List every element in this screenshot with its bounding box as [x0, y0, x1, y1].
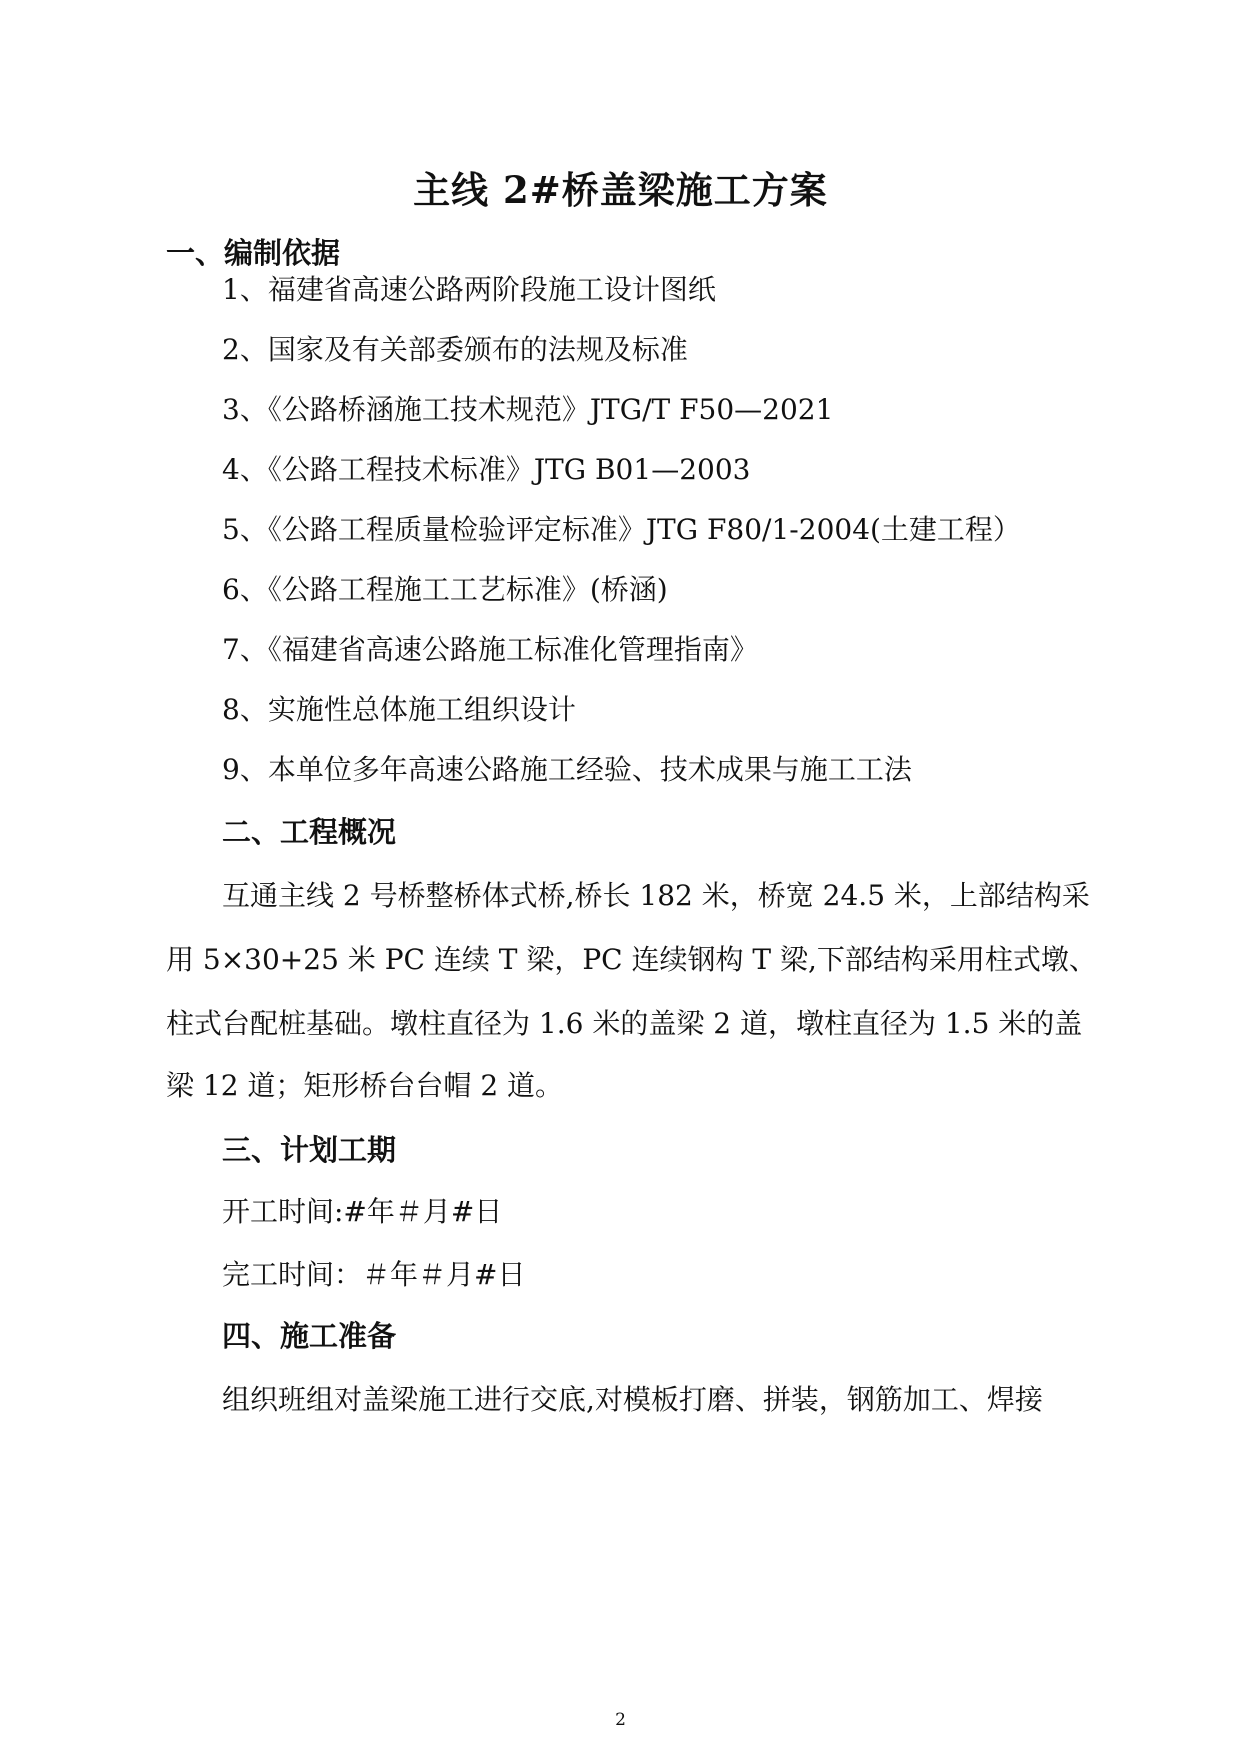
- overview-line-3: 柱式台配桩基础。墩柱直径为 1.6 米的盖梁 2 道，墩柱直径为 1.5 米的盖: [166, 1007, 1083, 1040]
- basis-item-8: 8、实施性总体施工组织设计: [222, 693, 576, 726]
- basis-item-4: 4、《公路工程技术标准》JTG B01—2003: [222, 453, 751, 486]
- basis-item-5: 5、《公路工程质量检验评定标准》JTG F80/1-2004(土建工程）: [222, 513, 1021, 546]
- page-number: 2: [615, 1710, 626, 1730]
- section-heading-basis: 一、编制依据: [166, 236, 341, 270]
- preparation-line-1: 组织班组对盖梁施工进行交底,对模板打磨、拼装，钢筋加工、焊接: [222, 1383, 1043, 1416]
- section-heading-preparation: 四、施工准备: [222, 1319, 397, 1353]
- basis-item-7: 7、《福建省高速公路施工标准化管理指南》: [222, 633, 758, 666]
- basis-item-9: 9、本单位多年高速公路施工经验、技术成果与施工工法: [222, 753, 912, 786]
- basis-item-3: 3、《公路桥涵施工技术规范》JTG/T F50—2021: [222, 393, 834, 426]
- document-title: 主线 2#桥盖梁施工方案: [413, 168, 828, 212]
- schedule-end: 完工时间：＃年＃月#日: [222, 1258, 526, 1291]
- schedule-start: 开工时间:#年＃月#日: [222, 1195, 503, 1228]
- overview-line-4: 梁 12 道；矩形桥台台帽 2 道。: [166, 1069, 564, 1102]
- basis-item-6: 6、《公路工程施工工艺标准》(桥涵): [222, 573, 668, 606]
- overview-line-1: 互通主线 2 号桥整桥体式桥,桥长 182 米，桥宽 24.5 米，上部结构采: [222, 879, 1090, 912]
- section-heading-overview: 二、工程概况: [222, 815, 397, 849]
- basis-item-1: 1、福建省高速公路两阶段施工设计图纸: [222, 273, 716, 306]
- basis-item-2: 2、国家及有关部委颁布的法规及标准: [222, 333, 688, 366]
- section-heading-schedule: 三、计划工期: [222, 1133, 397, 1167]
- overview-line-2: 用 5×30+25 米 PC 连续 T 梁，PC 连续钢构 T 梁,下部结构采用柱式墩、: [166, 943, 1097, 976]
